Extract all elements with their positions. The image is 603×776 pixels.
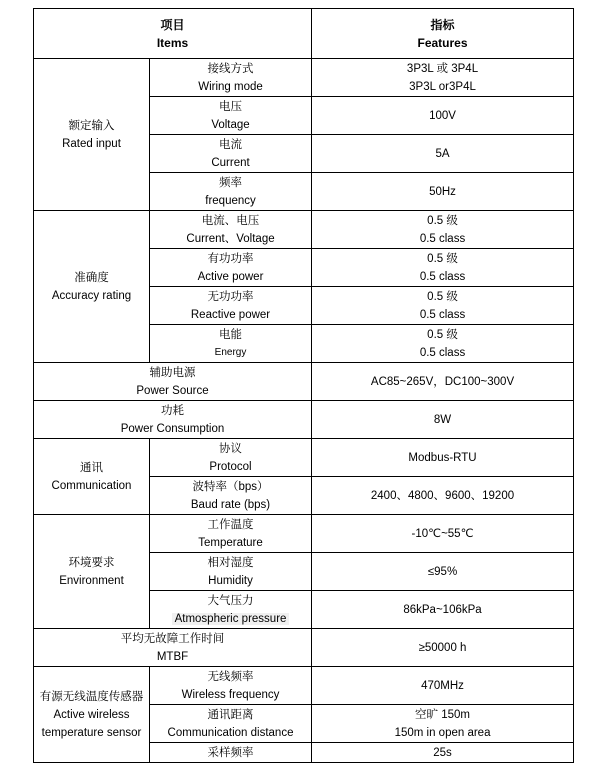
value-cell: 2400、4800、9600、19200 — [312, 477, 574, 515]
param-cell: 波特率（bps） Baud rate (bps) — [150, 477, 312, 515]
value-cell: 100V — [312, 97, 574, 135]
param-cell: 功耗 Power Consumption — [34, 401, 312, 439]
table-header-row — [34, 9, 574, 59]
table-row — [34, 515, 574, 553]
param-cell: 有功功率 Active power — [150, 249, 312, 287]
param-cell: 电压 Voltage — [150, 97, 312, 135]
param-cell: 采样频率 — [150, 743, 312, 763]
value-cell: 3P3L 或 3P4L 3P3L or3P4L — [312, 59, 574, 97]
param-cell: 无线频率 Wireless frequency — [150, 667, 312, 705]
group-wireless: 有源无线温度传感器 Active wireless temperature sensor — [34, 667, 150, 763]
param-cell: 相对湿度 Humidity — [150, 553, 312, 591]
param-cell: 辅助电源 Power Source — [34, 363, 312, 401]
group-accuracy: 准确度 Accuracy rating — [34, 211, 150, 363]
table-row — [34, 439, 574, 477]
param-cell: 电流 Current — [150, 135, 312, 173]
header-items: 项目 Items — [34, 9, 312, 59]
value-cell: -10℃~55℃ — [312, 515, 574, 553]
value-cell: ≤95% — [312, 553, 574, 591]
group-environment: 环境要求 Environment — [34, 515, 150, 629]
header-features: 指标 Features — [312, 9, 574, 59]
param-cell: 工作温度 Temperature — [150, 515, 312, 553]
param-cell: 接线方式 Wiring mode — [150, 59, 312, 97]
value-cell: 8W — [312, 401, 574, 439]
param-cell: 平均无故障工作时间 MTBF — [34, 629, 312, 667]
param-cell: 电流、电压 Current、Voltage — [150, 211, 312, 249]
value-cell: 0.5 级 0.5 class — [312, 325, 574, 363]
value-cell: 0.5 级 0.5 class — [312, 249, 574, 287]
param-cell: 通讯距离 Communication distance — [150, 705, 312, 743]
value-cell: Modbus-RTU — [312, 439, 574, 477]
table-row — [34, 59, 574, 97]
table-row — [34, 667, 574, 705]
param-cell: 协议 Protocol — [150, 439, 312, 477]
value-cell: 0.5 级 0.5 class — [312, 211, 574, 249]
value-cell: 50Hz — [312, 173, 574, 211]
table-row — [34, 401, 574, 439]
table-row — [34, 211, 574, 249]
value-cell: 5A — [312, 135, 574, 173]
group-rated-input: 额定输入 Rated input — [34, 59, 150, 211]
value-cell: AC85~265V，DC100~300V — [312, 363, 574, 401]
table-row — [34, 629, 574, 667]
param-cell: 频率 frequency — [150, 173, 312, 211]
value-cell: 0.5 级 0.5 class — [312, 287, 574, 325]
value-cell: 空旷 150m 150m in open area — [312, 705, 574, 743]
param-cell: 大气压力 Atmospheric pressure — [150, 591, 312, 629]
value-cell: 25s — [312, 743, 574, 763]
group-communication: 通讯 Communication — [34, 439, 150, 515]
table-row — [34, 363, 574, 401]
value-cell: ≥50000 h — [312, 629, 574, 667]
param-cell: 无功功率 Reactive power — [150, 287, 312, 325]
value-cell: 470MHz — [312, 667, 574, 705]
value-cell: 86kPa~106kPa — [312, 591, 574, 629]
param-cell: 电能 Energy — [150, 325, 312, 363]
spec-table — [33, 8, 574, 763]
